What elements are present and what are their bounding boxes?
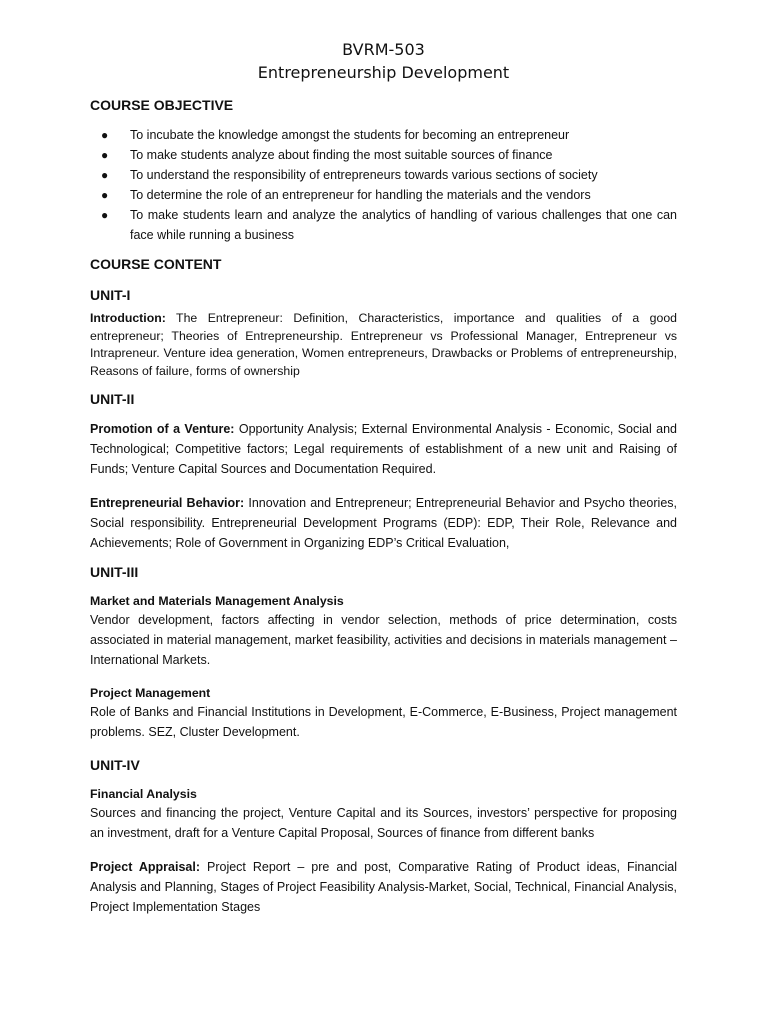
market-materials-heading: Market and Materials Management Analysis xyxy=(90,594,344,608)
financial-analysis-text: Sources and financing the project, Venture Capital and its Sources, investors’ perspective for proposing an investment, draft for a Venture Capital Proposal, Sources of finance from different banks xyxy=(90,806,677,840)
behavior-label: Entrepreneurial Behavior: xyxy=(90,496,245,510)
bullet-icon: ● xyxy=(101,188,109,202)
bullet-icon: ● xyxy=(101,168,109,182)
course-code: BVRM-503 xyxy=(342,40,425,59)
project-appraisal: Project Appraisal: Project Report – pre and post, Comparative Rating of Product ideas, Financial Analysis and Planning, Stages of Project Feasibility Analysis-Market, Social, Technical, Financial Analysis, Project Implementation Stages xyxy=(90,860,677,914)
market-materials-text: Vendor development, factors affecting in vendor selection, methods of price determination, costs associated in material management, market feasibility, activities and decisions in materials management – International Markets. xyxy=(90,613,677,667)
document-title xyxy=(90,38,677,84)
financial-analysis-heading: Financial Analysis xyxy=(90,787,197,801)
course-name: Entrepreneurship Development xyxy=(257,63,510,82)
unit-2-title: UNIT-II xyxy=(90,391,135,407)
objective-item: ● To incubate the knowledge amongst the students for becoming an entrepreneur xyxy=(90,125,677,145)
course-content-heading: COURSE CONTENT xyxy=(90,256,222,272)
project-management-text: Role of Banks and Financial Institutions in Development, E-Commerce, E-Business, Project management problems. SEZ, Cluster Development. xyxy=(90,705,677,739)
project-management-heading: Project Management xyxy=(90,686,211,700)
unit-1-title: UNIT-I xyxy=(90,287,131,303)
introduction-label: Introduction: xyxy=(90,311,166,325)
syllabus-page xyxy=(90,38,677,917)
unit-3-title: UNIT-III xyxy=(90,564,139,580)
unit-2-behavior: Entrepreneurial Behavior: Innovation and Entrepreneur; Entrepreneurial Behavior and Psycho theories, Social responsibility. Entrepreneurial Development Programs (EDP): EDP, Their Role, Relevance and Achievements; Role of Government in Organizing EDP’s Critical Evaluation, xyxy=(90,496,677,550)
objective-item: ● To understand the responsibility of entrepreneurs towards various sections of society xyxy=(90,165,677,185)
course-objective-heading: COURSE OBJECTIVE xyxy=(90,97,234,113)
appraisal-label: Project Appraisal: xyxy=(90,860,201,874)
objective-item: ● To determine the role of an entrepreneur for handling the materials and the vendors xyxy=(90,185,677,205)
promotion-label: Promotion of a Venture: xyxy=(90,422,235,436)
objective-item: ● To make students learn and analyze the analytics of handling of various challenges that one can face while running a business xyxy=(90,205,677,245)
objectives-list xyxy=(90,125,677,245)
unit-4-title: UNIT-IV xyxy=(90,757,140,773)
bullet-icon: ● xyxy=(101,128,109,142)
unit-1-introduction: Introduction: The Entrepreneur: Definition, Characteristics, importance and qualities of a good entrepreneur; Theories of Entrepreneurship. Entrepreneur vs Professional Manager, Entrepreneur vs Intrapreneur. Venture idea generation, Women entrepreneurs, Drawbacks or Problems of entrepreneurship, Reasons of failure, forms of ownership xyxy=(90,311,677,378)
objective-item: ● To make students analyze about finding the most suitable sources of finance xyxy=(90,145,677,165)
unit-2-promotion: Promotion of a Venture: Opportunity Analysis; External Environmental Analysis - Economic, Social and Technological; Competitive factors; Legal requirements of establishment of a new unit and Raising of Funds; Venture Capital Sources and Documentation Required. xyxy=(90,422,677,476)
bullet-icon: ● xyxy=(101,148,109,162)
bullet-icon: ● xyxy=(101,208,109,222)
